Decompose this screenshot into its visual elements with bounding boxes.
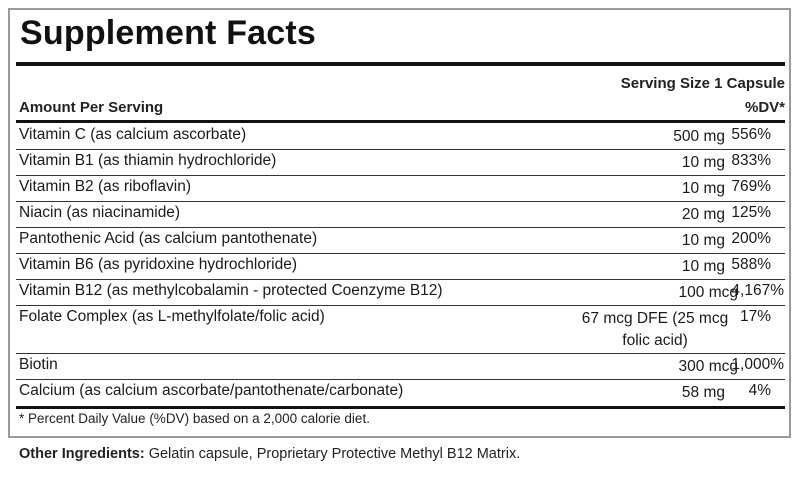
nutrient-row xyxy=(16,124,785,150)
nutrient-dv: 769% xyxy=(731,178,771,195)
nutrient-name: Calcium (as calcium ascorbate/pantothenate/carbonate) xyxy=(19,382,404,399)
nutrient-table xyxy=(16,124,785,405)
header-divider xyxy=(16,120,785,123)
nutrient-dv: 200% xyxy=(731,230,771,247)
nutrient-name: Vitamin C (as calcium ascorbate) xyxy=(19,126,247,143)
nutrient-name: Niacin (as niacinamide) xyxy=(19,204,181,221)
nutrient-amount: 10 mg xyxy=(681,232,725,249)
dv-header: %DV* xyxy=(744,99,785,116)
nutrient-name: Vitamin B2 (as riboflavin) xyxy=(19,178,192,195)
nutrient-amount: 10 mg xyxy=(681,180,725,197)
nutrient-amount: 10 mg xyxy=(681,258,725,275)
nutrient-dv: 4% xyxy=(748,382,771,399)
nutrient-dv: 17% xyxy=(739,308,771,325)
nutrient-row xyxy=(16,228,785,254)
nutrient-row xyxy=(16,176,785,202)
serving-size: Serving Size 1 Capsule xyxy=(620,75,785,92)
nutrient-amount: 67 mcg DFE (25 mcg folic acid) xyxy=(581,310,729,349)
nutrient-row xyxy=(16,254,785,280)
panel-title: Supplement Facts xyxy=(20,14,317,52)
nutrient-row xyxy=(16,354,785,380)
nutrient-row xyxy=(16,380,785,405)
nutrient-amount: 300 mcg xyxy=(678,358,738,375)
nutrient-dv: 588% xyxy=(731,256,771,273)
nutrient-dv: 556% xyxy=(731,126,771,143)
nutrient-dv: 125% xyxy=(731,204,771,221)
nutrient-amount: 100 mcg xyxy=(678,284,738,301)
nutrient-row xyxy=(16,202,785,228)
nutrient-dv: 4,167% xyxy=(731,282,784,299)
amount-per-serving-header: Amount Per Serving xyxy=(19,99,164,116)
nutrient-amount: 58 mg xyxy=(681,384,725,401)
nutrient-name: Biotin xyxy=(19,356,58,373)
nutrient-dv: 1,000% xyxy=(731,356,784,373)
nutrient-name: Vitamin B6 (as pyridoxine hydrochloride) xyxy=(19,256,297,273)
nutrient-row xyxy=(16,150,785,176)
nutrient-name: Vitamin B1 (as thiamin hydrochloride) xyxy=(19,152,277,169)
nutrient-name: Vitamin B12 (as methylcobalamin - protected Coenzyme B12) xyxy=(19,282,443,299)
table-bottom-divider xyxy=(16,406,785,409)
nutrient-dv: 833% xyxy=(731,152,771,169)
dv-footnote: * Percent Daily Value (%DV) based on a 2,000 calorie diet. xyxy=(19,411,370,426)
nutrient-name: Folate Complex (as L-methylfolate/folic acid) xyxy=(19,308,325,325)
nutrient-row xyxy=(16,306,785,354)
nutrient-amount: 500 mg xyxy=(673,128,725,145)
nutrient-amount: 20 mg xyxy=(681,206,725,223)
nutrient-amount: 10 mg xyxy=(681,154,725,171)
nutrient-name: Pantothenic Acid (as calcium pantothenate) xyxy=(19,230,318,247)
title-divider xyxy=(16,62,785,66)
other-ingredients-text: Gelatin capsule, Proprietary Protective Methyl B12 Matrix. xyxy=(144,446,521,462)
other-ingredients xyxy=(19,446,520,462)
nutrient-row xyxy=(16,280,785,306)
other-ingredients-label: Other Ingredients: xyxy=(19,446,145,462)
